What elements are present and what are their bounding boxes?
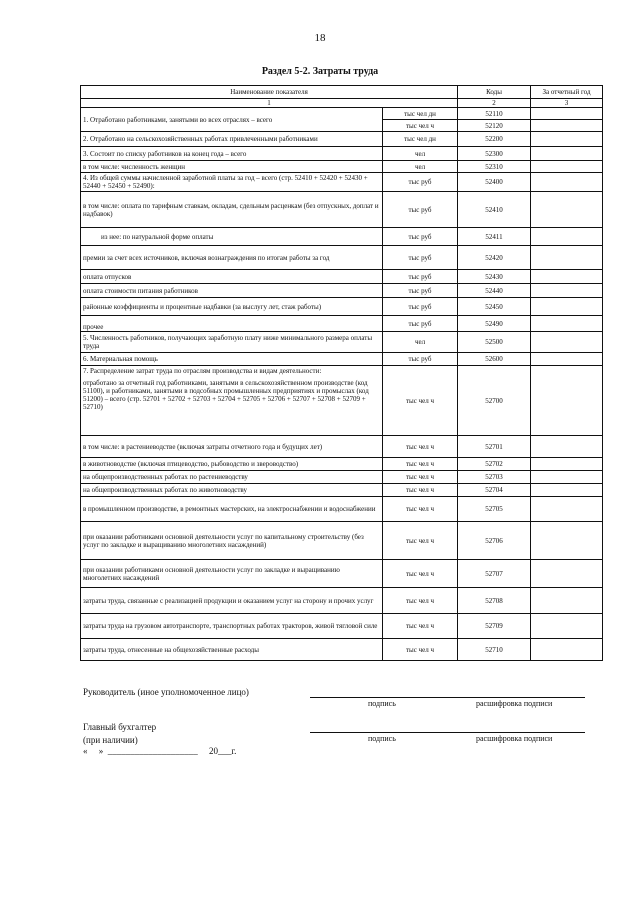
accountant-signature-caption: подпись (368, 734, 396, 743)
value-cell[interactable] (531, 161, 603, 173)
row-unit: тыс чел ч (383, 522, 458, 560)
row-code: 52440 (458, 284, 531, 298)
head-signature-line[interactable] (310, 697, 585, 698)
value-cell[interactable] (531, 471, 603, 484)
row-code: 52705 (458, 497, 531, 522)
value-cell[interactable] (531, 436, 603, 458)
table-row (81, 173, 603, 192)
table-row (81, 108, 603, 120)
row-unit: тыс руб (383, 173, 458, 192)
row-code: 52200 (458, 132, 531, 147)
row-unit: тыс чел ч (383, 614, 458, 639)
row-unit: тыс чел ч (383, 588, 458, 614)
value-cell[interactable] (531, 316, 603, 332)
row-code: 52706 (458, 522, 531, 560)
row-label: при оказании работниками основной деятельности услуг по капитальному строительству (без услуг по закладке и выращиванию многолетних насаждений) (81, 522, 383, 560)
row-unit: тыс руб (383, 353, 458, 366)
row-unit: тыс руб (383, 284, 458, 298)
table-row (81, 246, 603, 270)
value-cell[interactable] (531, 147, 603, 161)
value-cell[interactable] (531, 560, 603, 588)
head-signature-caption: подпись (368, 699, 396, 708)
row-unit: чел (383, 147, 458, 161)
row-label (81, 366, 383, 436)
column-numbers-row (81, 99, 603, 108)
table-row (81, 298, 603, 316)
row-code: 52710 (458, 639, 531, 661)
row-unit: тыс руб (383, 270, 458, 284)
row-label: на общепроизводственных работах по животноводству (81, 484, 383, 497)
value-cell[interactable] (531, 132, 603, 147)
value-cell[interactable] (531, 173, 603, 192)
labor-costs-table (80, 85, 603, 661)
row-label: оплата отпусков (81, 270, 383, 284)
row-label: на общепроизводственных работах по растениеводству (81, 471, 383, 484)
value-cell[interactable] (531, 284, 603, 298)
row-unit: тыс руб (383, 246, 458, 270)
row-code: 52490 (458, 316, 531, 332)
row-unit: тыс руб (383, 192, 458, 228)
row-unit: тыс чел дн (383, 132, 458, 147)
table-row (81, 560, 603, 588)
row-code: 52450 (458, 298, 531, 316)
table-row (81, 471, 603, 484)
col-number-3: 3 (531, 99, 603, 108)
row-unit: тыс чел ч (383, 484, 458, 497)
accountant-note: (при наличии) (83, 735, 138, 745)
table-header-row (81, 86, 603, 99)
value-cell[interactable] (531, 484, 603, 497)
table-row (81, 484, 603, 497)
header-name: Наименование показателя (81, 86, 458, 99)
row-unit: тыс чел ч (383, 560, 458, 588)
row-code: 52410 (458, 192, 531, 228)
table-row (81, 522, 603, 560)
col-number-1: 1 (81, 99, 458, 108)
row-code: 52430 (458, 270, 531, 284)
row-code: 52704 (458, 484, 531, 497)
header-code: Коды (458, 86, 531, 99)
row-label: в том числе: оплата по тарифным ставкам, окладам, сдельным расценкам (без отпускных, доплат и надбавок) (81, 192, 383, 228)
table-row (81, 192, 603, 228)
value-cell[interactable] (531, 120, 603, 132)
row-label: затраты труда, отнесенные на общехозяйственные расходы (81, 639, 383, 661)
table-row (81, 458, 603, 471)
row-code: 52700 (458, 366, 531, 436)
value-cell[interactable] (531, 192, 603, 228)
row-code: 52707 (458, 560, 531, 588)
row-code: 52110 (458, 108, 531, 120)
table-row (81, 132, 603, 147)
header-period: За отчетный год (531, 86, 603, 99)
row-code: 52702 (458, 458, 531, 471)
table-row (81, 161, 603, 173)
row-label: в том числе: в растениеводстве (включая затраты отчетного года и будущих лет) (81, 436, 383, 458)
row-unit: тыс руб (383, 228, 458, 246)
value-cell[interactable] (531, 614, 603, 639)
value-cell[interactable] (531, 332, 603, 353)
row-unit: тыс руб (383, 316, 458, 332)
row-label: 2. Отработано на сельскохозяйственных работах привлеченными работниками (81, 132, 383, 147)
row-label: районные коэффициенты и процентные надбавки (за выслугу лет, стаж работы) (81, 298, 383, 316)
value-cell[interactable] (531, 270, 603, 284)
section-title: Раздел 5-2. Затраты труда (261, 66, 379, 77)
value-cell[interactable] (531, 353, 603, 366)
value-cell[interactable] (531, 366, 603, 436)
value-cell[interactable] (531, 639, 603, 661)
table-row (81, 228, 603, 246)
row-label: премии за счет всех источников, включая вознаграждения по итогам работы за год (81, 246, 383, 270)
table-row (81, 316, 603, 332)
row-unit: тыс чел дн (383, 108, 458, 120)
row-code: 52701 (458, 436, 531, 458)
row-code: 52703 (458, 471, 531, 484)
value-cell[interactable] (531, 108, 603, 120)
table-row (81, 436, 603, 458)
row-unit: тыс чел ч (383, 366, 458, 436)
row-unit: чел (383, 332, 458, 353)
accountant-signature-line[interactable] (310, 732, 585, 733)
row-label: из нее: по натуральной форме оплаты (81, 228, 383, 246)
table-row (81, 147, 603, 161)
accountant-label: Главный бухгалтер (83, 722, 157, 732)
value-cell[interactable] (531, 522, 603, 560)
value-cell[interactable] (531, 228, 603, 246)
row-label: прочее (81, 316, 383, 332)
row-label: затраты труда на грузовом автотранспорте, транспортных работах тракторов, живой тягловой силе (81, 614, 383, 639)
row-code: 52420 (458, 246, 531, 270)
table-row (81, 588, 603, 614)
row-code: 52400 (458, 173, 531, 192)
row-unit: тыс чел ч (383, 497, 458, 522)
value-cell[interactable] (531, 497, 603, 522)
row-code: 52300 (458, 147, 531, 161)
row-label: 4. Из общей суммы начисленной заработной платы за год – всего (стр. 52410 + 52420 + 52430 + 52440 + 52450 + 52490): (81, 173, 383, 192)
row-label: затраты труда, связанные с реализацией продукции и оказанием услуг на сторону и прочих услуг (81, 588, 383, 614)
row-label: в промышленном производстве, в ремонтных мастерских, на электроснабжении и водоснабжении (81, 497, 383, 522)
head-signature-label: Руководитель (иное уполномоченное лицо) (83, 687, 249, 697)
row-code: 52411 (458, 228, 531, 246)
row-unit: тыс чел ч (383, 120, 458, 132)
row-unit: тыс чел ч (383, 639, 458, 661)
row-label: в животноводстве (включая птицеводство, рыбоводство и звероводство) (81, 458, 383, 471)
row-code: 52600 (458, 353, 531, 366)
row-unit: тыс чел ч (383, 471, 458, 484)
table-row (81, 366, 603, 436)
table-row (81, 353, 603, 366)
table-row (81, 284, 603, 298)
table-row (81, 332, 603, 353)
head-decoding-caption: расшифровка подписи (476, 699, 553, 708)
row-label: 6. Материальная помощь (81, 353, 383, 366)
value-cell[interactable] (531, 246, 603, 270)
row-label: 3. Состоит по списку работников на конец года – всего (81, 147, 383, 161)
row-code: 52120 (458, 120, 531, 132)
row-label: 5. Численность работников, получающих заработную плату ниже минимального размера оплаты труда (81, 332, 383, 353)
row-code: 52310 (458, 161, 531, 173)
accountant-decoding-caption: расшифровка подписи (476, 734, 553, 743)
row-label: в том числе: численность женщин (81, 161, 383, 173)
row-label: оплата стоимости питания работников (81, 284, 383, 298)
value-cell[interactable] (531, 458, 603, 471)
value-cell[interactable] (531, 588, 603, 614)
row-label-title: 7. Распределение затрат труда по отраслям производства и видам деятельности: (83, 367, 322, 375)
table-row (81, 497, 603, 522)
col-number-2: 2 (458, 99, 531, 108)
row-code: 52709 (458, 614, 531, 639)
table-row (81, 614, 603, 639)
row-unit: чел (383, 161, 458, 173)
value-cell[interactable] (531, 298, 603, 316)
row-label-detail: отработано за отчетный год работниками, занятыми в сельскохозяйственном производстве (код 51100), и работниками, занятыми в подсобных промышленных предприятиях и промыслах (код 51200) – всего (стр. 52701 + 52702 + 52703 + 52704 + 52705 + 52706 + 52707 + 52708 + 52709 + 52710) (83, 379, 369, 411)
table-row (81, 639, 603, 661)
row-code: 52500 (458, 332, 531, 353)
row-label: 1. Отработано работниками, занятыми во всех отраслях – всего (81, 108, 383, 132)
row-label: при оказании работниками основной деятельности услуг по закладке и выращиванию многолетних насаждений (81, 560, 383, 588)
table-row (81, 270, 603, 284)
row-unit: тыс руб (383, 298, 458, 316)
page-number: 18 (314, 32, 326, 44)
row-unit: тыс чел ч (383, 458, 458, 471)
row-unit: тыс чел ч (383, 436, 458, 458)
row-code: 52708 (458, 588, 531, 614)
date-line[interactable]: « » ____________________ 20___г. (83, 746, 237, 756)
